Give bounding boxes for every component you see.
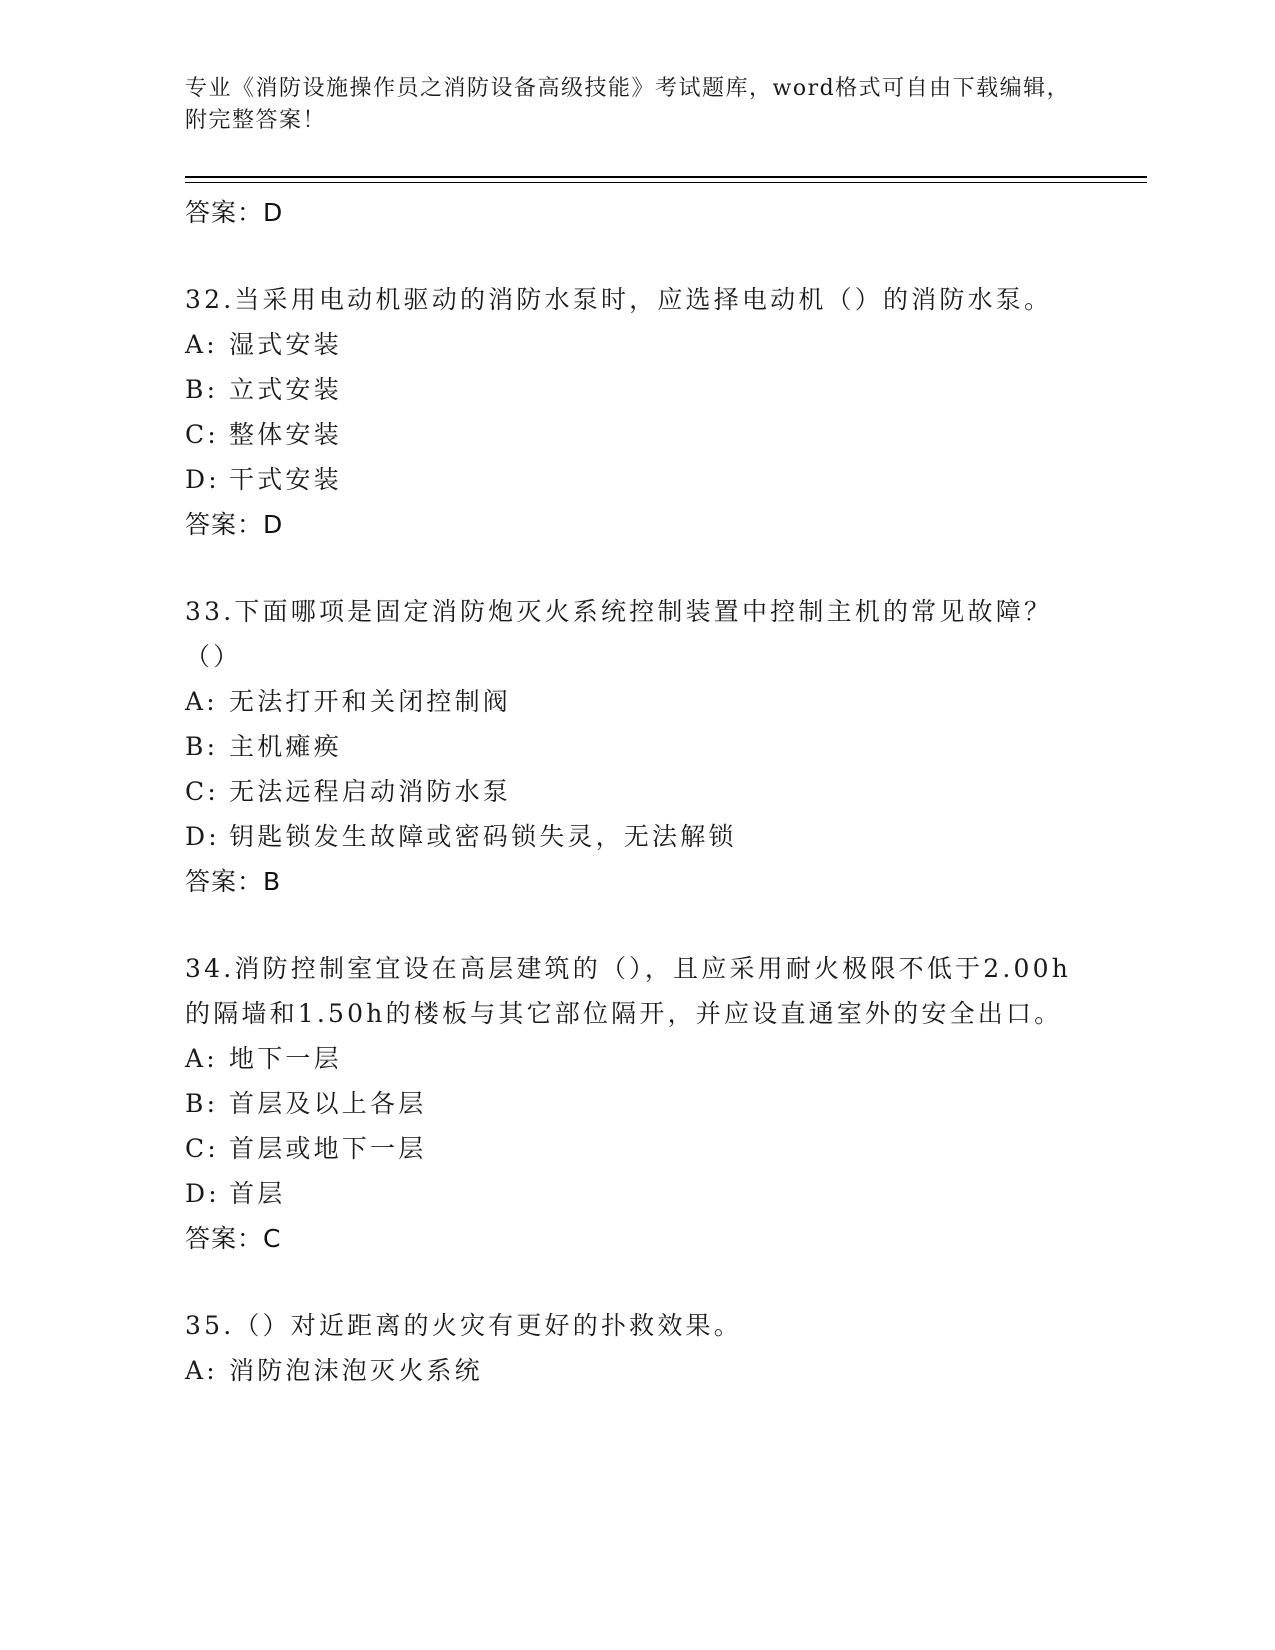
option-b — [185, 367, 1085, 412]
question-item — [185, 277, 1085, 547]
option-key: C: — [185, 420, 219, 449]
option-a — [185, 322, 1085, 367]
option-text: 无法打开和关闭控制阀 — [229, 687, 512, 716]
option-b — [185, 724, 1085, 769]
option-key: B: — [185, 375, 219, 404]
option-key: D: — [185, 465, 220, 494]
option-c — [185, 412, 1085, 457]
option-d — [185, 814, 1085, 859]
option-key: A: — [185, 330, 218, 359]
option-key: B: — [185, 1089, 219, 1118]
header-divider — [185, 176, 1147, 178]
option-c — [185, 1126, 1085, 1171]
option-text: 消防泡沫泡灭火系统 — [229, 1356, 483, 1385]
question-item — [185, 946, 1085, 1261]
option-key: C: — [185, 1134, 219, 1163]
option-text: 湿式安装 — [229, 330, 342, 359]
option-text: 首层 — [229, 1179, 286, 1208]
option-text: 首层及以上各层 — [229, 1089, 427, 1118]
option-key: A: — [185, 1044, 218, 1073]
page-header: 专业《消防设施操作员之消防设备高级技能》考试题库，word格式可自由下载编辑，附完整答案！ — [185, 76, 1071, 133]
option-d — [185, 1171, 1085, 1216]
option-text: 整体安装 — [229, 420, 342, 449]
option-key: C: — [185, 777, 219, 806]
option-text: 干式安装 — [229, 465, 342, 494]
option-text: 主机瘫痪 — [229, 732, 342, 761]
answer-line: 答案：C — [185, 1224, 282, 1253]
option-text: 地下一层 — [229, 1044, 342, 1073]
option-b — [185, 1081, 1085, 1126]
question-list — [185, 190, 1085, 1393]
option-key: D: — [185, 822, 220, 851]
option-text: 无法远程启动消防水泵 — [229, 777, 512, 806]
answer-line: 答案：D — [185, 510, 284, 539]
option-a — [185, 1348, 1085, 1393]
answer-line: 答案：D — [185, 198, 284, 227]
option-text: 钥匙锁发生故障或密码锁失灵，无法解锁 — [229, 822, 737, 851]
option-a — [185, 679, 1085, 724]
question-text: 32.当采用电动机驱动的消防水泵时，应选择电动机（）的消防水泵。 — [185, 285, 1053, 314]
option-key: A: — [185, 1356, 218, 1385]
option-key: D: — [185, 1179, 220, 1208]
question-text: 35.（）对近距离的火灾有更好的扑救效果。 — [185, 1311, 742, 1340]
question-item — [185, 1303, 1085, 1393]
question-item — [185, 589, 1085, 904]
option-a — [185, 1036, 1085, 1081]
answer-line: 答案：B — [185, 867, 282, 896]
header-divider-thin — [185, 182, 1147, 183]
option-c — [185, 769, 1085, 814]
option-text: 首层或地下一层 — [229, 1134, 427, 1163]
option-text: 立式安装 — [229, 375, 342, 404]
option-d — [185, 457, 1085, 502]
option-key: A: — [185, 687, 218, 716]
option-key: B: — [185, 732, 219, 761]
question-text: 34.消防控制室宜设在高层建筑的（），且应采用耐火极限不低于2.00h的隔墙和1.50h的楼板与其它部位隔开，并应设直通室外的安全出口。 — [185, 954, 1072, 1028]
question-text: 33.下面哪项是固定消防炮灭火系统控制装置中控制主机的常见故障？（） — [185, 597, 1053, 671]
